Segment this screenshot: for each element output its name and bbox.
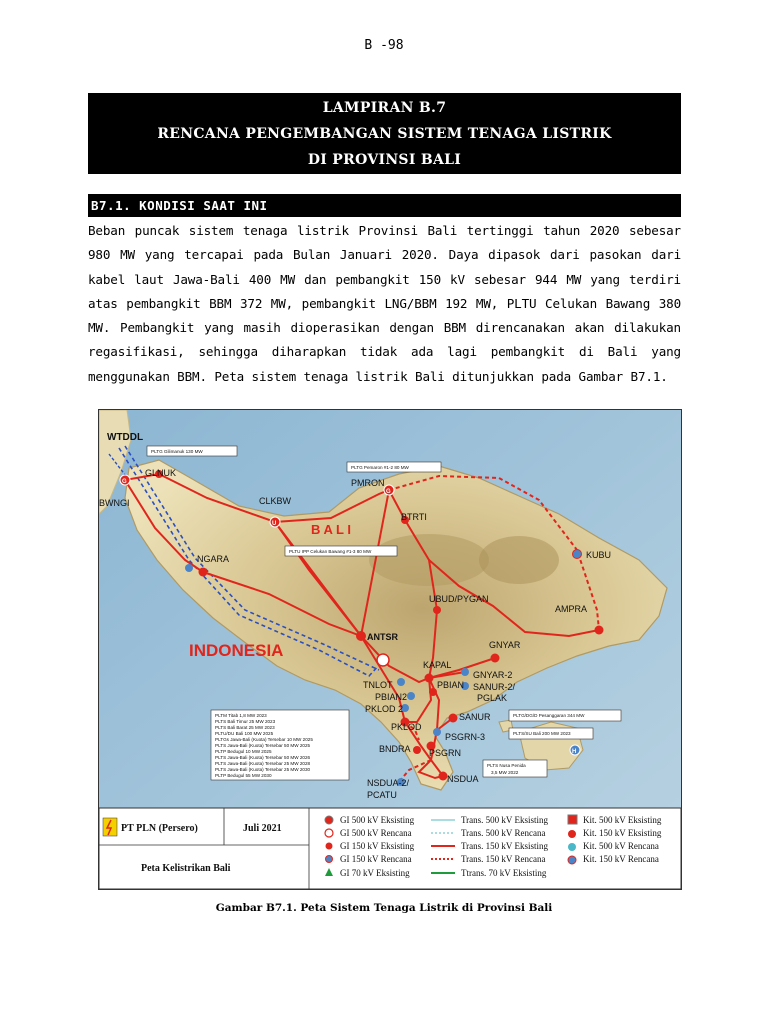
svg-text:3,5 MW 2022: 3,5 MW 2022 bbox=[491, 770, 519, 775]
legend-date: Juli 2021 bbox=[243, 823, 282, 834]
plan-item: PLTS Bali Barat 25 MW 2023 bbox=[215, 725, 275, 730]
body-paragraph: Beban puncak sistem tenaga listrik Provinsi Bali tertinggi tahun 2020 sebesar 980 MW yang tercapai pada Bulan Januari 2020. Daya dipasok dari pasokan dari kabel laut Jawa-Bali 400 MW dan pembangkit 150 kV sebesar 944 MW yang terdiri atas pembangkit BBM 372 MW, pembangkit LNG/BBM 192 MW, PLTU Celukan Bawang 380 MW. Pembangkit yang masih dioperasikan dengan BBM direncanakan akan dilakukan regasifikasi, sehingga diharapkan tidak ada lagi pembangkit di Bali yang menggunakan BBM. Peta sistem tenaga listrik Bali ditunjukkan pada Gambar B7.1. bbox=[88, 223, 681, 384]
plant-clkbw-letter: U bbox=[272, 521, 277, 527]
legend-kit-3: Kit. 150 kV Rencana bbox=[583, 854, 659, 864]
legend-gi500-eks-icon bbox=[325, 816, 333, 824]
label-ngara: NGARA bbox=[197, 554, 230, 564]
label-psgrn: PSGRN bbox=[429, 748, 462, 758]
callout-pesanggaran bbox=[509, 710, 621, 721]
legend-gi150-ren-icon bbox=[326, 856, 333, 863]
callout-plts-su bbox=[509, 728, 593, 739]
plan-item: PLTS Jawa-Bali (Kuota) Tersebar 25 MW 2028 bbox=[215, 761, 311, 766]
section-title: B7.1. KONDISI SAAT INI bbox=[88, 194, 681, 217]
substation-pbian2 bbox=[407, 692, 415, 700]
callout-pemaron bbox=[347, 462, 441, 472]
substation-antsr-500 bbox=[377, 654, 389, 666]
plant-nusa-penida-letter: H bbox=[572, 749, 577, 755]
label-tnlot: TNLOT bbox=[363, 680, 393, 690]
callout-nusa-penida bbox=[483, 760, 547, 777]
legend-trans-0: Trans. 500 kV Eksisting bbox=[461, 815, 549, 825]
plan-item: PLTP Bedugul 10 MW 2025 bbox=[215, 749, 272, 754]
plan-item: PLTS Bali Timur 25 MW 2023 bbox=[215, 719, 276, 724]
substation-antsr bbox=[356, 631, 366, 641]
label-wtddl: WTDDL bbox=[107, 432, 144, 443]
label-sanur2: SANUR-2/ bbox=[473, 682, 516, 692]
legend-map-title: Peta Kelistrikan Bali bbox=[141, 863, 231, 874]
plan-item: PLTS Jawa-Bali (Kuota) Tersebar 50 MW 2026 bbox=[215, 755, 311, 760]
label-antsr: ANTSR bbox=[367, 632, 398, 642]
substation-sanur bbox=[449, 714, 458, 723]
callout-celukan bbox=[285, 546, 397, 556]
plan-item: PLTP Bedugul 55 MW 2030 bbox=[215, 773, 272, 778]
substation-ubud bbox=[433, 606, 441, 614]
svg-text:PLTG Pemaron #1-2 80 MW: PLTG Pemaron #1-2 80 MW bbox=[351, 465, 409, 470]
label-pbian: PBIAN bbox=[437, 680, 465, 690]
label-kubu: KUBU bbox=[586, 550, 612, 560]
label-ubud: UBUD/PYGAN bbox=[429, 594, 489, 604]
legend-kit150-eks-icon bbox=[568, 830, 576, 838]
substation-pbian bbox=[429, 688, 437, 696]
callout-gilimanuk bbox=[147, 446, 237, 456]
map-legend bbox=[99, 808, 681, 889]
label-pglak: PGLAK bbox=[477, 693, 508, 703]
legend-gi-2: GI 150 kV Eksisting bbox=[340, 841, 415, 851]
label-pcatu: PCATU bbox=[367, 790, 397, 800]
label-clkbw: CLKBW bbox=[259, 496, 292, 506]
label-kapal: KAPAL bbox=[423, 660, 452, 670]
legend-gi-0: GI 500 kV Eksisting bbox=[340, 815, 415, 825]
svg-text:PLTG/DG/D Pesanggaran 344 MW: PLTG/DG/D Pesanggaran 344 MW bbox=[513, 713, 585, 718]
legend-gi-4: GI 70 kV Eksisting bbox=[340, 868, 410, 878]
svg-text:PLTS Nusa Penida: PLTS Nusa Penida bbox=[487, 763, 526, 768]
legend-trans-3: Trans. 150 kV Rencana bbox=[461, 854, 546, 864]
legend-kit-0: Kit. 500 kV Eksisting bbox=[583, 815, 662, 825]
figure-caption: Gambar B7.1. Peta Sistem Tenaga Listrik di Provinsi Bali bbox=[215, 902, 553, 914]
appendix-banner bbox=[88, 93, 681, 174]
plant-glnuk-letter: G bbox=[122, 479, 127, 485]
bali-power-map bbox=[98, 409, 682, 890]
plant-pmron-letter: G bbox=[386, 489, 391, 495]
plan-item: PLTU/DU Bali 100 MW 2025 bbox=[215, 731, 274, 736]
substation-gnyar bbox=[491, 654, 500, 663]
label-sanur: SANUR bbox=[459, 712, 491, 722]
legend-kit500-ren-icon bbox=[568, 843, 576, 851]
banner-line-3: DI PROVINSI BALI bbox=[307, 151, 462, 168]
plan-item: PLTS Jawa-Bali (Kuota) Tersebar 25 MW 2030 bbox=[215, 767, 311, 772]
substation-ngara bbox=[199, 568, 208, 577]
substation-kapal bbox=[425, 674, 434, 683]
legend-trans-4: Ttrans. 70 kV Eksisting bbox=[461, 868, 547, 878]
legend-company: PT PLN (Persero) bbox=[121, 823, 198, 834]
label-ampra: AMPRA bbox=[555, 604, 588, 614]
legend-kit-1: Kit. 150 kV Eksisting bbox=[583, 828, 662, 838]
label-pbian2: PBIAN2 bbox=[375, 692, 408, 702]
label-bwngi: BWNGI bbox=[99, 498, 130, 508]
label-glnuk: GLNUK bbox=[145, 468, 177, 478]
svg-text:PLTG Gilimanuk 130 MW: PLTG Gilimanuk 130 MW bbox=[151, 449, 203, 454]
banner-line-1: LAMPIRAN B.7 bbox=[322, 99, 447, 116]
highland-east bbox=[479, 536, 559, 584]
label-nsdua2: NSDUA-2/ bbox=[367, 778, 410, 788]
plan-item: PLTGs Jawa-Bali (Kuota) Tersebar 10 MW 2025 bbox=[215, 737, 313, 742]
legend-gi-3: GI 150 kV Rencana bbox=[340, 854, 412, 864]
legend-trans-2: Trans. 150 kV Eksisting bbox=[461, 841, 549, 851]
label-gnyar: GNYAR bbox=[489, 640, 521, 650]
substation-kubu bbox=[573, 550, 582, 559]
substation-bndra bbox=[413, 746, 421, 754]
plan-list-box bbox=[211, 710, 349, 780]
substation-gnyar2 bbox=[461, 668, 469, 676]
plan-item: PLTM Titab 1,8 MW 2023 bbox=[215, 713, 267, 718]
legend-gi150-eks-icon bbox=[326, 843, 333, 850]
label-nsdua: NSDUA bbox=[447, 774, 479, 784]
svg-text:PLTS/SU Bali 200 MW 2023: PLTS/SU Bali 200 MW 2023 bbox=[513, 731, 571, 736]
substation-tnlot bbox=[397, 678, 405, 686]
label-bndra: BNDRA bbox=[379, 744, 411, 754]
legend-kit-2: Kit. 500 kV Rencana bbox=[583, 841, 659, 851]
legend-kit500-eks-icon bbox=[568, 815, 577, 824]
page-number: B -98 bbox=[364, 38, 404, 53]
label-pmron: PMRON bbox=[351, 478, 385, 488]
legend-trans-1: Trans. 500 kV Rencana bbox=[461, 828, 546, 838]
substation-psgrn3 bbox=[433, 728, 441, 736]
label-btrti: BTRTI bbox=[401, 512, 427, 522]
substation-ampra bbox=[595, 626, 604, 635]
label-psgrn3: PSGRN-3 bbox=[445, 732, 486, 742]
label-bali: B A L I bbox=[311, 522, 351, 537]
banner-line-2: RENCANA PENGEMBANGAN SISTEM TENAGA LISTRIK bbox=[157, 125, 612, 142]
legend-gi-1: GI 500 kV Rencana bbox=[340, 828, 412, 838]
legend-kit150-ren-icon bbox=[568, 856, 576, 864]
plan-item: PLTS Jawa-Bali (Kuota) Tersebar 50 MW 2025 bbox=[215, 743, 311, 748]
label-gnyar2: GNYAR-2 bbox=[473, 670, 513, 680]
legend-gi500-ren-icon bbox=[325, 829, 333, 837]
substation-ngara-rencana bbox=[185, 564, 193, 572]
label-pklod2: PKLOD 2 bbox=[365, 704, 404, 714]
svg-text:PLTU IPP Celukan Bawang #1-3 8: PLTU IPP Celukan Bawang #1-3 80 MW bbox=[289, 549, 372, 554]
map-svg bbox=[99, 410, 681, 889]
label-pklod: PKLOD bbox=[391, 722, 422, 732]
label-indonesia: INDONESIA bbox=[189, 641, 284, 660]
